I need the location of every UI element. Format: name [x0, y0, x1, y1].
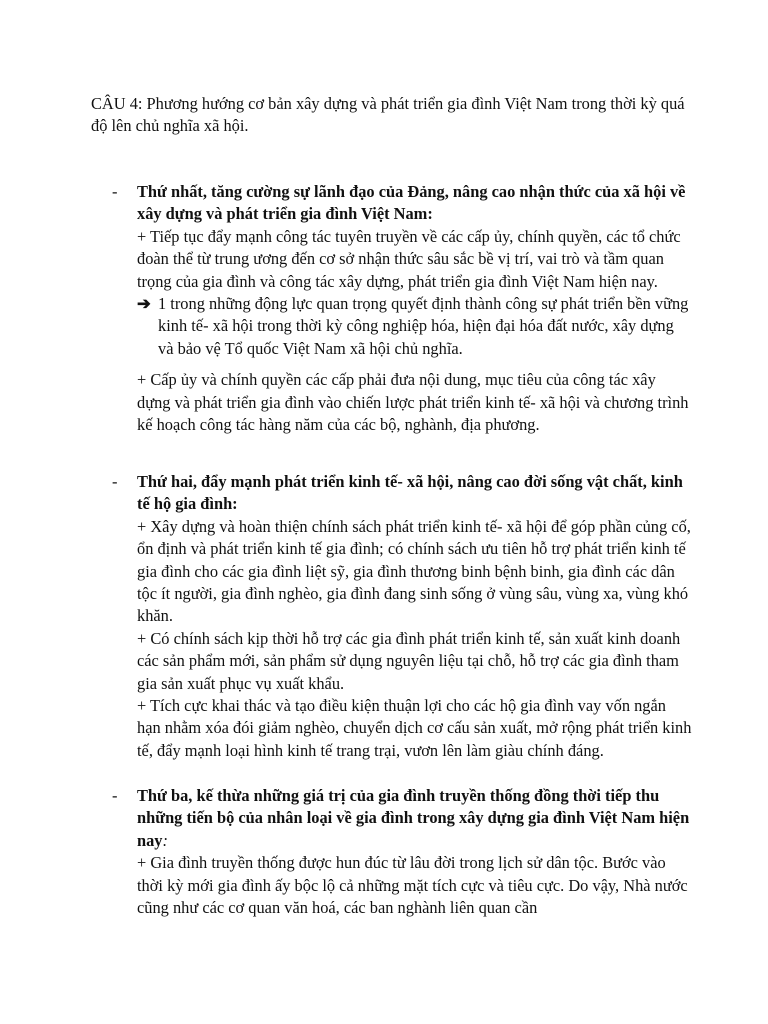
section-1-heading: Thứ nhất, tăng cường sự lãnh đạo của Đảng, nâng cao nhận thức của xã hội về xây dựng và phát triển gia đình Việt Nam:	[137, 182, 686, 224]
bullet-dash: -	[112, 182, 118, 201]
section-2-paragraph-1: + Xây dựng và hoàn thiện chính sách phát triển kinh tế- xã hội để góp phần củng cố, ổn định và phát triển kinh tế gia đình; có chính sách ưu tiên hỗ trợ phát triển kinh tế gia đình cho các gia đình liệt sỹ, gia đình thương binh bệnh binh, gia đình các dân tộc ít người, gia đình nghèo, gia đình đang sinh sống ở vùng sâu, vùng xa, vùng khó khăn.	[137, 516, 691, 626]
section-2-body	[137, 471, 692, 762]
section-1-arrow-text: 1 trong những động lực quan trọng quyết định thành công sự phát triển bền vững kinh tế- xã hội trong thời kỳ công nghiệp hóa, hiện đại hóa đất nước, xây dựng và bảo vệ Tổ quốc Việt Nam xã hội chủ nghĩa.	[158, 294, 689, 358]
section-3-heading	[137, 785, 692, 852]
bullet-dash: -	[112, 472, 118, 491]
section-3-body	[137, 785, 692, 919]
section-3-heading-text: Thứ ba, kế thừa những giá trị của gia đình truyền thống đồng thời tiếp thu những tiến bộ của nhân loại về gia đình trong xây dựng gia đình Việt Nam hiện nay	[137, 786, 690, 850]
section-1	[112, 181, 692, 436]
bullet-dash: -	[112, 786, 118, 805]
section-1-paragraph-2: + Cấp ủy và chính quyền các cấp phải đưa nội dung, mục tiêu của công tác xây dựng và phát triển gia đình vào chiến lược phát triển kinh tế- xã hội và chương trình kế hoạch công tác hàng năm của các bộ, nghành, địa phương.	[137, 370, 689, 435]
right-arrow-icon: ➔	[137, 294, 151, 314]
section-3	[112, 785, 692, 919]
question-title: CÂU 4: Phương hướng cơ bản xây dựng và phát triển gia đình Việt Nam trong thời kỳ quá độ lên chủ nghĩa xã hội.	[91, 94, 685, 136]
section-2-paragraph-3: + Tích cực khai thác và tạo điều kiện thuận lợi cho các hộ gia đình vay vốn ngắn hạn nhằm xóa đói giảm nghèo, chuyển dịch cơ cấu sản xuất, mở rộng phát triển kinh tế, đẩy mạnh loại hình kinh tế trang trại, vươn lên làm giàu chính đáng.	[137, 696, 692, 760]
section-1-body	[137, 181, 692, 436]
section-1-paragraph-1: + Tiếp tục đẩy mạnh công tác tuyên truyền về các cấp ủy, chính quyền, các tổ chức đoàn thể từ trung ương đến cơ sở nhận thức sâu sắc bề vị trí, vai trò và tầm quan trọng của gia đình và công tác xây dựng, phát triển gia đình Việt Nam hiện nay.	[137, 226, 681, 291]
section-2-paragraph-2: + Có chính sách kịp thời hỗ trợ các gia đình phát triển kinh tế, sản xuất kinh doanh các sản phẩm mới, sản phẩm sử dụng nguyên liệu tại chỗ, hỗ trợ các gia đình tham gia sản xuất phục vụ xuất khẩu.	[137, 628, 681, 693]
section-3-paragraph-1: + Gia đình truyền thống được hun đúc từ lâu đời trong lịch sử dân tộc. Bước vào thời kỳ mới gia đình ấy bộc lộ cả những mặt tích cực và tiêu cực. Do vậy, Nhà nước cũng như các cơ quan văn hoá, các ban nghành liên quan cần	[137, 853, 688, 918]
section-2-heading: Thứ hai, đẩy mạnh phát triển kinh tế- xã hội, nâng cao đời sống vật chất, kinh tế hộ gia đình:	[137, 472, 683, 514]
section-3-heading-colon: :	[162, 830, 168, 850]
section-2	[112, 471, 692, 762]
section-1-arrow-item	[137, 293, 692, 360]
